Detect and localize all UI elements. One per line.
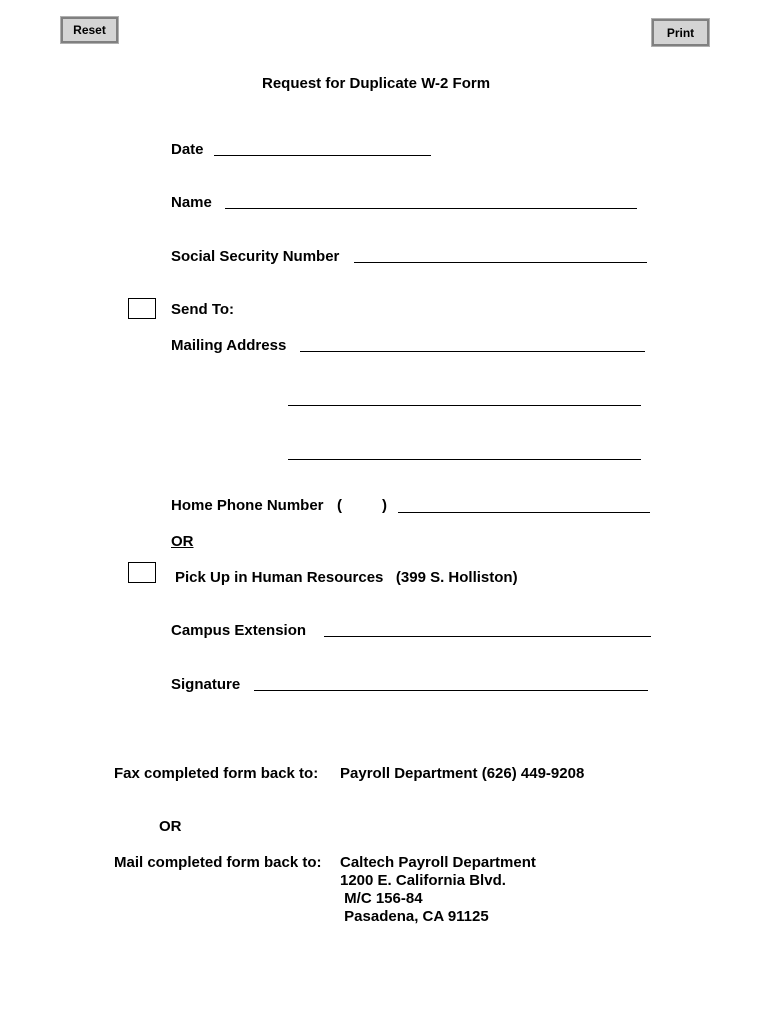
campus-extension-label: Campus Extension bbox=[171, 622, 307, 639]
mail-address-line: M/C 156-84 bbox=[340, 890, 423, 907]
footer-or-label: OR bbox=[159, 818, 182, 835]
send-to-checkbox[interactable] bbox=[128, 298, 156, 319]
mail-label: Mail completed form back to: bbox=[114, 854, 322, 871]
home-phone-label: Home Phone Number bbox=[171, 497, 324, 514]
fax-value: Payroll Department (626) 449-9208 bbox=[340, 765, 585, 782]
name-field[interactable] bbox=[225, 208, 637, 209]
date-field[interactable] bbox=[214, 155, 431, 156]
mail-address-line: Caltech Payroll Department bbox=[340, 854, 536, 871]
phone-open-paren: ( bbox=[337, 497, 342, 514]
pickup-checkbox[interactable] bbox=[128, 562, 156, 583]
mailing-address-line-3[interactable] bbox=[288, 459, 641, 460]
ssn-label: Social Security Number bbox=[171, 248, 340, 265]
mailing-address-line-2[interactable] bbox=[288, 405, 641, 406]
signature-label: Signature bbox=[171, 676, 241, 693]
name-label: Name bbox=[171, 194, 212, 211]
mailing-address-label: Mailing Address bbox=[171, 337, 287, 354]
signature-field[interactable] bbox=[254, 690, 648, 691]
phone-close-paren: ) bbox=[382, 497, 387, 514]
mail-address-line: 1200 E. California Blvd. bbox=[340, 872, 506, 889]
campus-extension-field[interactable] bbox=[324, 636, 651, 637]
page-title: Request for Duplicate W-2 Form bbox=[262, 75, 491, 92]
print-button[interactable]: Print bbox=[652, 19, 709, 46]
or-label: OR bbox=[171, 533, 194, 550]
ssn-field[interactable] bbox=[354, 262, 647, 263]
fax-label: Fax completed form back to: bbox=[114, 765, 319, 782]
send-to-label: Send To: bbox=[171, 301, 235, 318]
pickup-label: Pick Up in Human Resources (399 S. Holliston) bbox=[175, 569, 518, 586]
date-label: Date bbox=[171, 141, 204, 158]
reset-button[interactable]: Reset bbox=[61, 17, 118, 43]
home-phone-field[interactable] bbox=[398, 512, 650, 513]
mailing-address-line-1[interactable] bbox=[300, 351, 645, 352]
mail-address-line: Pasadena, CA 91125 bbox=[340, 908, 489, 925]
